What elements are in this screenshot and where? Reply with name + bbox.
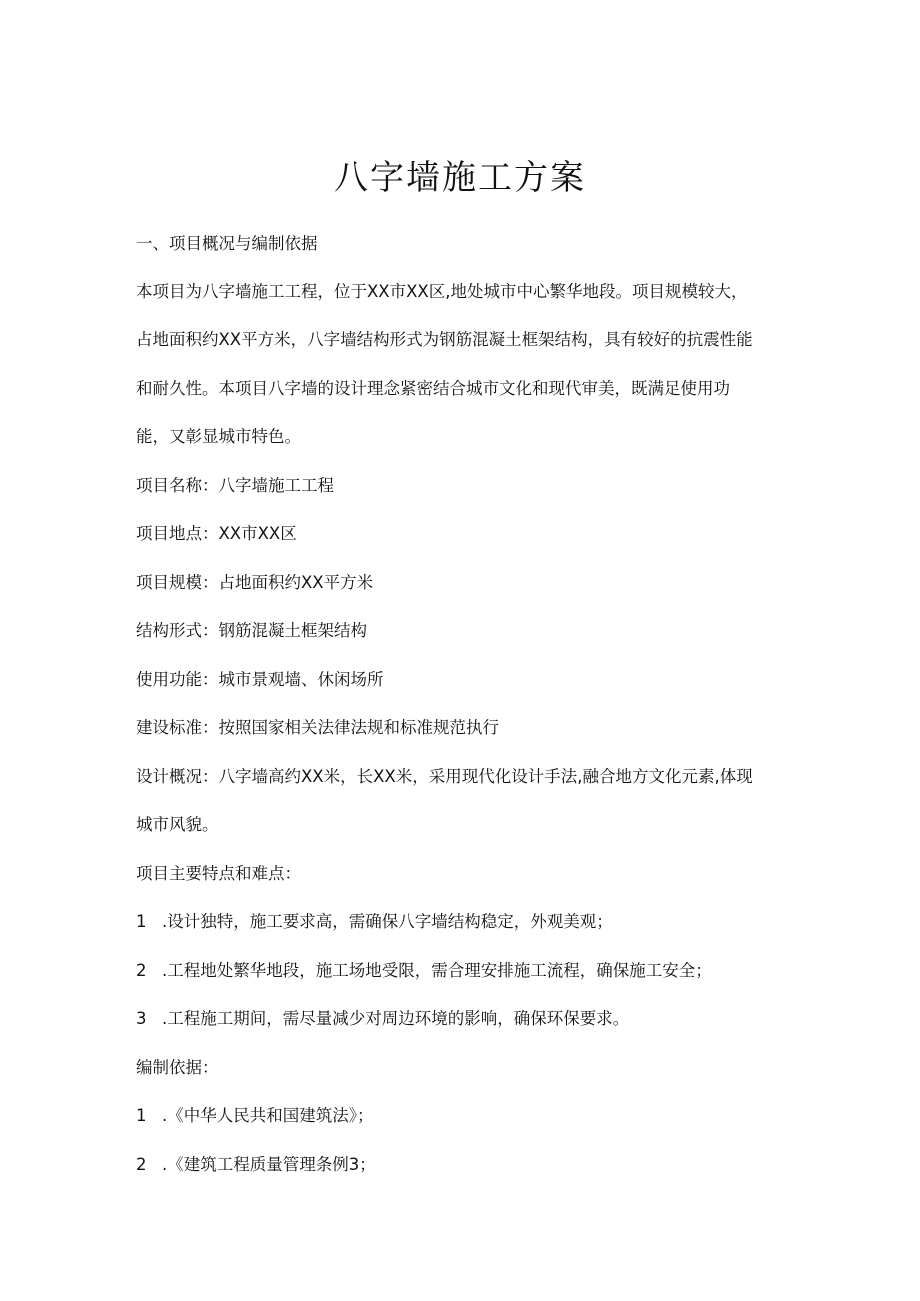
intro-line-4: 能，又彰显城市特色。 [136, 427, 301, 446]
intro-line-1: 本项目为八字墙施工工程，位于XX市XX区,地处城市中心繁华地段。项目规模较大， [136, 282, 748, 301]
design-overview-line-1: 设计概况：八字墙高约XX米，长XX米，采用现代化设计手法,融合地方文化元素,体现 [136, 767, 753, 786]
list-text: .《建筑工程质量管理条例3； [162, 1155, 376, 1174]
design-overview-line-2: 城市风貌。 [136, 815, 219, 834]
list-text: .工程地处繁华地段，施工场地受限，需合理安排施工流程，确保施工安全； [162, 961, 712, 980]
list-number: 1 [136, 1106, 147, 1125]
basis-item-1 [136, 1104, 374, 1128]
features-heading: 项目主要特点和难点： [136, 864, 301, 883]
field-structure-form: 结构形式：钢筋混凝土框架结构 [136, 621, 367, 640]
list-text: .设计独特，施工要求高，需确保八字墙结构稳定，外观美观； [162, 912, 613, 931]
section-heading: 一、项目概况与编制依据 [136, 234, 318, 253]
list-text: .工程施工期间，需尽量减少对周边环境的影响，确保环保要求。 [162, 1009, 630, 1028]
field-project-name: 项目名称：八字墙施工工程 [136, 476, 334, 495]
list-number: 3 [136, 1009, 147, 1028]
list-number: 2 [136, 961, 147, 980]
field-construction-standard: 建设标准：按照国家相关法律法规和标准规范执行 [136, 718, 499, 737]
intro-line-2: 占地面积约XX平方米，八字墙结构形式为钢筋混凝土框架结构，具有较好的抗震性能 [136, 330, 753, 349]
basis-heading: 编制依据： [136, 1058, 219, 1077]
list-text: .《中华人民共和国建筑法》； [162, 1106, 374, 1125]
feature-item-2 [136, 959, 712, 983]
feature-item-3 [136, 1007, 629, 1031]
field-usage-function: 使用功能：城市景观墙、休闲场所 [136, 670, 384, 689]
intro-line-3: 和耐久性。本项目八字墙的设计理念紧密结合城市文化和现代审美，既满足使用功 [136, 379, 730, 398]
field-project-scale: 项目规模：占地面积约XX平方米 [136, 573, 374, 592]
document-title: 八字墙施工方案 [334, 158, 586, 198]
basis-item-2 [136, 1153, 376, 1177]
feature-item-1 [136, 910, 613, 934]
list-number: 1 [136, 912, 147, 931]
list-number: 2 [136, 1155, 147, 1174]
field-project-location: 项目地点：XX市XX区 [136, 524, 297, 543]
